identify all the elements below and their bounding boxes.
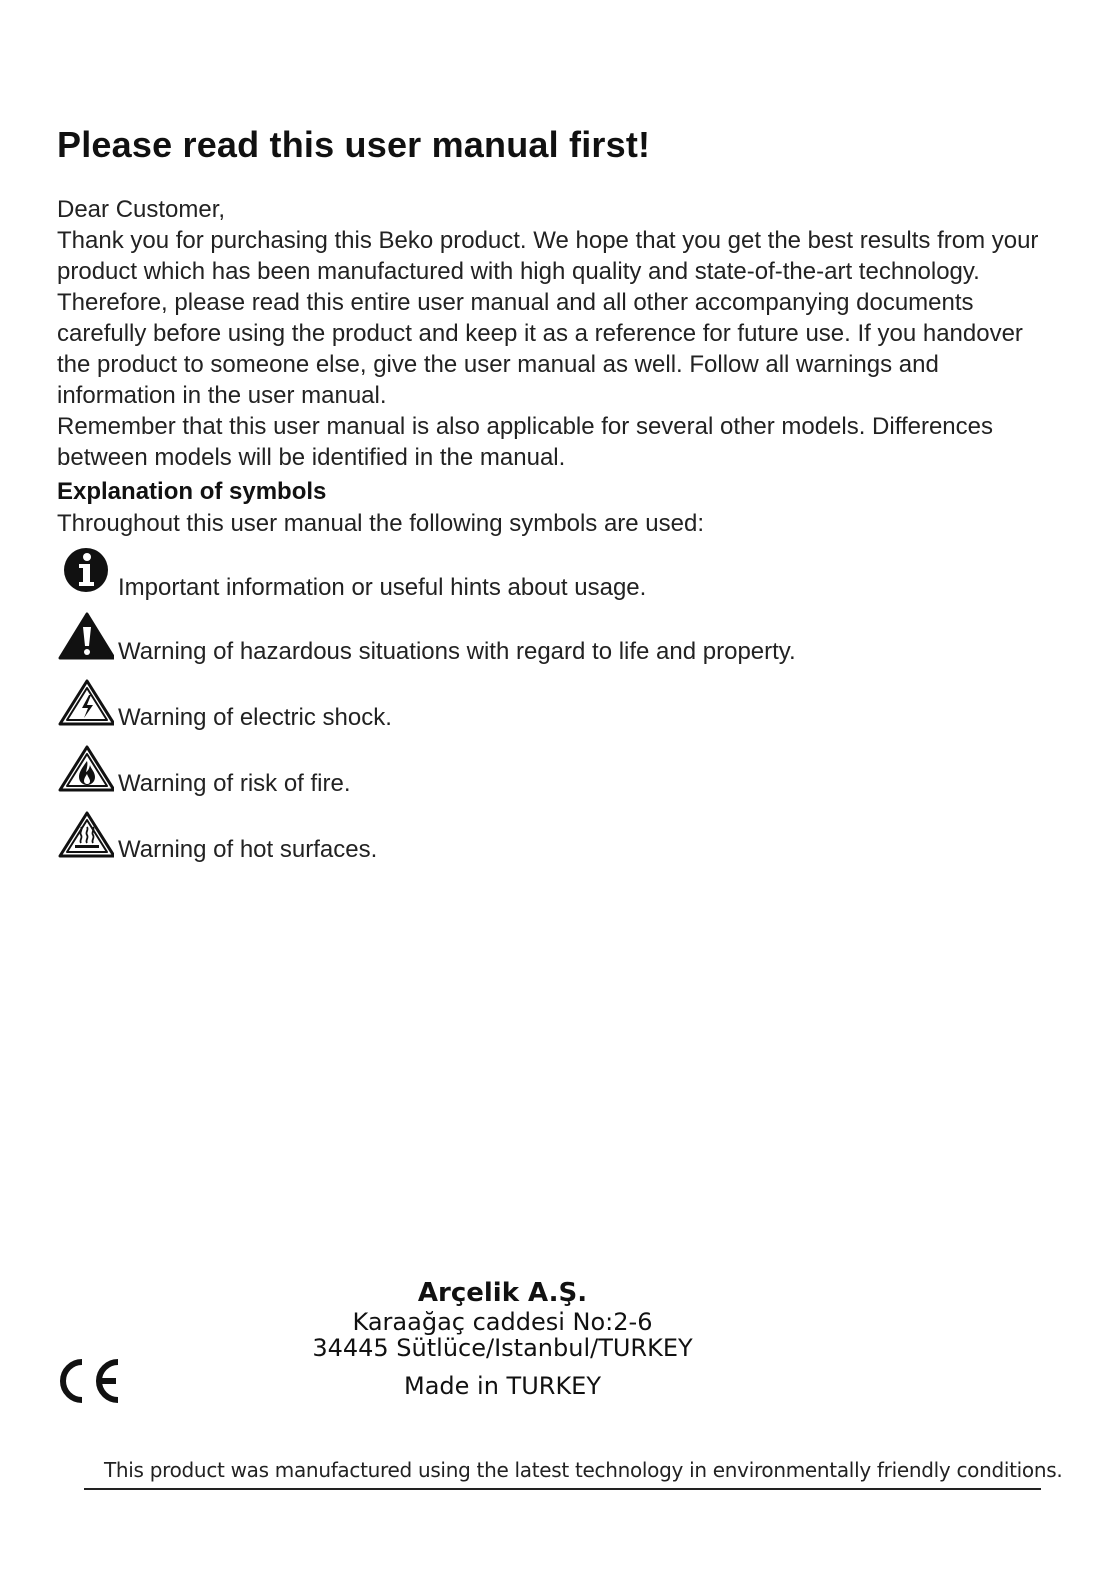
hot-surface-icon — [58, 810, 114, 866]
symbol-row-fire — [58, 744, 958, 800]
company-name: Arçelik A.Ş. — [417, 1278, 588, 1308]
footer-note: This product was manufactured using the latest technology in environmentally friendly conditions. — [104, 1458, 1063, 1482]
footer-divider — [84, 1488, 1041, 1490]
symbols-heading: Explanation of symbols — [57, 478, 327, 505]
symbol-text-hot: Warning of hot surfaces. — [118, 836, 378, 863]
ce-mark-icon — [56, 1358, 122, 1404]
symbol-row-hot — [58, 810, 958, 866]
fire-risk-icon — [58, 744, 114, 800]
symbol-row-info — [58, 548, 958, 604]
made-in-label: Made in TURKEY — [403, 1372, 601, 1400]
symbol-row-electric — [58, 678, 958, 734]
symbol-text-electric: Warning of electric shock. — [118, 704, 392, 731]
warning-hazard-icon — [58, 612, 114, 668]
company-address-line1: Karaağaç caddesi No:2-6 — [352, 1308, 653, 1336]
page-title: Please read this user manual first! — [57, 124, 651, 165]
intro-paragraph: Thank you for purchasing this Beko product. We hope that you get the best results from your product which has been manufactured with high quality and state-of-the-art technology. Therefore, please read this entire user manual and all other accompanying documents carefully before using the product and keep it as a reference for future use. If you handover the product to someone else, give the user manual as well. Follow all warnings and information in the user manual. — [57, 227, 1039, 409]
greeting: Dear Customer, — [57, 196, 226, 223]
models-paragraph: Remember that this user manual is also applicable for several other models. Differences between models will be identified in the manual. — [57, 413, 993, 471]
symbol-text-fire: Warning of risk of fire. — [118, 770, 351, 797]
symbol-row-warning — [58, 612, 958, 668]
info-icon — [58, 548, 114, 604]
intro-text — [57, 194, 1057, 473]
symbol-text-info: Important information or useful hints about usage. — [118, 574, 647, 601]
company-address-line2: 34445 Sütlüce/Istanbul/TURKEY — [312, 1334, 693, 1362]
symbols-intro: Throughout this user manual the following symbols are used: — [57, 510, 705, 537]
electric-shock-icon — [58, 678, 114, 734]
symbol-text-warning: Warning of hazardous situations with regard to life and property. — [118, 638, 796, 665]
